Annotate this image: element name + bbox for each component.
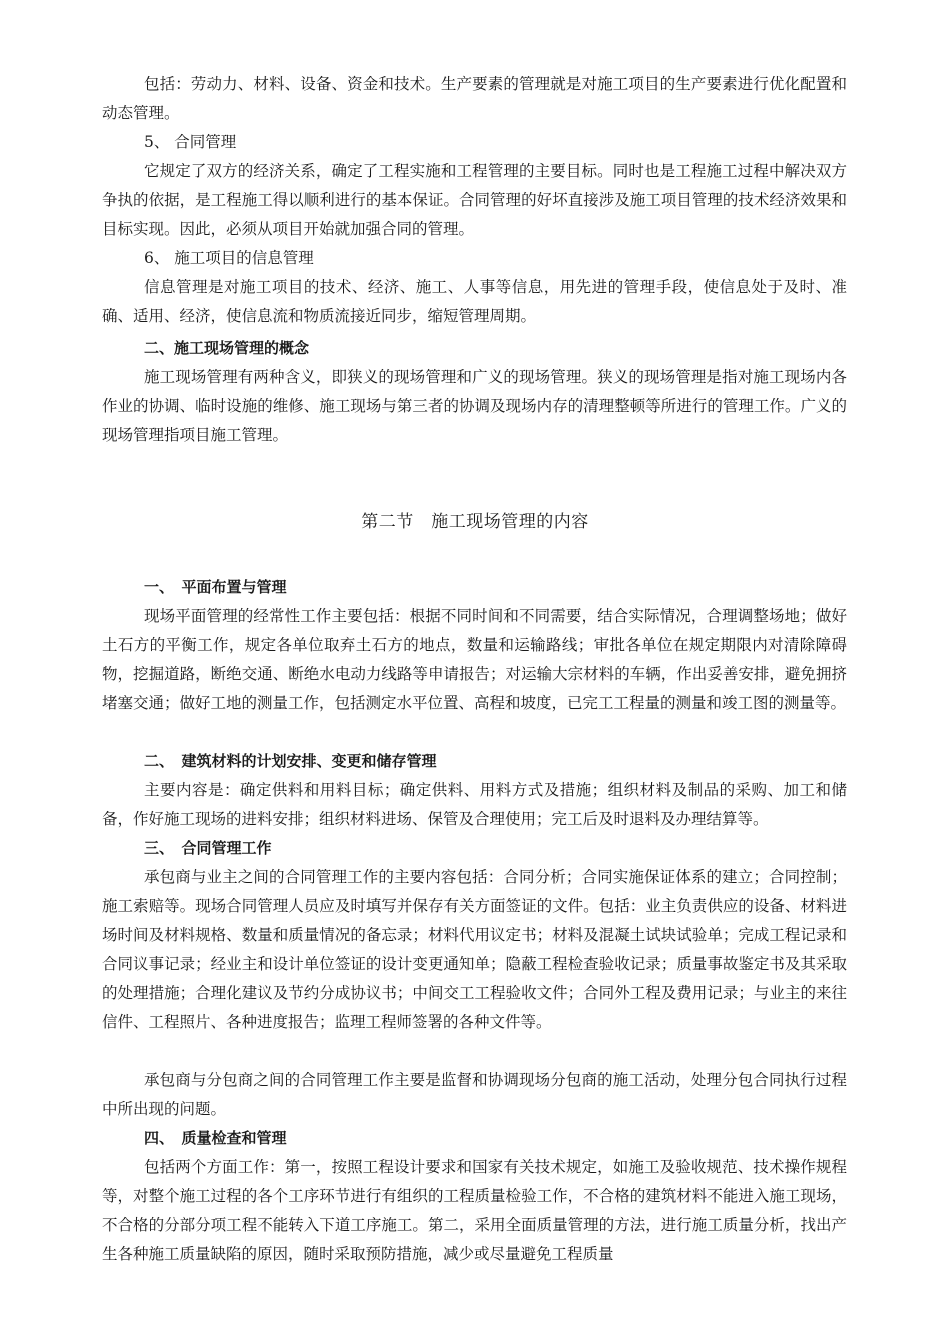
paragraph-contract-work: 承包商与业主之间的合同管理工作的主要内容包括：合同分析；合同实施保证体系的建立；合同控制；施工索赔等。现场合同管理人员应及时填写并保存有关方面签证的文件。包括：业主负责供应的设备、材料进场时间及材料规格、数量和质量情况的备忘录；材料代用议定书；材料及混凝土试块试验单；完成工程记录和合同议事记录；经业主和设计单位签证的设计变更通知单；隐蔽工程检查验收记录；质量事故鉴定书及其采取的处理措施；合理化建议及节约分成协议书；中间交工工程验收文件；合同外工程及费用记录；与业主的来往信件、工程照片、各种进度报告；监理工程师签署的各种文件等。 [102,868,847,1031]
paragraph-subcontract: 承包商与分包商之间的合同管理工作主要是监督和协调现场分包商的施工活动，处理分包合同执行过程中所出现的问题。 [102,1071,847,1118]
paragraph-production-factors: 包括：劳动力、材料、设备、资金和技术。生产要素的管理就是对施工项目的生产要素进行优化配置和动态管理。 [102,75,847,122]
paragraph-layout: 现场平面管理的经常性工作主要包括：根据不同时间和不同需要，结合实际情况，合理调整场地；做好土石方的平衡工作，规定各单位取弃土石方的地点，数量和运输路线；审批各单位在规定期限内对清除障碍物，挖掘道路，断绝交通、断绝水电动力线路等申请报告；对运输大宗材料的车辆，作出妥善安排，避免拥挤堵塞交通；做好工地的测量工作，包括测定水平位置、高程和坡度，已完工工程量的测量和竣工图的测量等。 [102,607,847,712]
paragraph-materials: 主要内容是：确定供料和用料目标；确定供料、用料方式及措施；组织材料及制品的采购、加工和储备，作好施工现场的进料安排；组织材料进场、保管及合理使用；完工后及时退料及办理结算等。 [102,781,847,828]
item-information-management: 6、 施工项目的信息管理 [144,249,314,267]
paragraph-quality: 包括两个方面工作：第一，按照工程设计要求和国家有关技术规定，如施工及验收规范、技术操作规程等，对整个施工过程的各个工序环节进行有组织的工程质量检验工作，不合格的建筑材料不能进入施工现场，不合格的分部分项工程不能转入下道工序施工。第二，采用全面质量管理的方法，进行施工质量分析，找出产生各种施工质量缺陷的原因，随时采取预防措施，减少或尽量避免工程质量 [102,1158,847,1263]
paragraph-site-management-concept: 施工现场管理有两种含义，即狭义的现场管理和广义的现场管理。狭义的现场管理是指对施工现场内各作业的协调、临时设施的维修、施工现场与第三者的协调及现场内存的清理整顿等所进行的管理工作。广义的现场管理指项目施工管理。 [102,368,847,444]
section-heading-quality: 四、 质量检查和管理 [144,1129,287,1147]
paragraph-information-management: 信息管理是对施工项目的技术、经济、施工、人事等信息，用先进的管理手段，使信息处于及时、准确、适用、经济，使信息流和物质流接近同步，缩短管理周期。 [102,278,847,325]
section-heading-contract-work: 三、 合同管理工作 [144,839,272,857]
chapter-title: 第二节 施工现场管理的内容 [361,512,589,532]
section-heading-materials: 二、 建筑材料的计划安排、变更和储存管理 [144,752,437,770]
section-heading-site-management-concept: 二、施工现场管理的概念 [144,339,310,357]
item-contract-management: 5、 合同管理 [144,133,237,151]
section-heading-layout: 一、 平面布置与管理 [144,578,287,596]
paragraph-contract-management: 它规定了双方的经济关系，确定了工程实施和工程管理的主要目标。同时也是工程施工过程中解决双方争执的依据，是工程施工得以顺利进行的基本保证。合同管理的好坏直接涉及施工项目管理的技术经济效果和目标实现。因此，必须从项目开始就加强合同的管理。 [102,162,847,238]
